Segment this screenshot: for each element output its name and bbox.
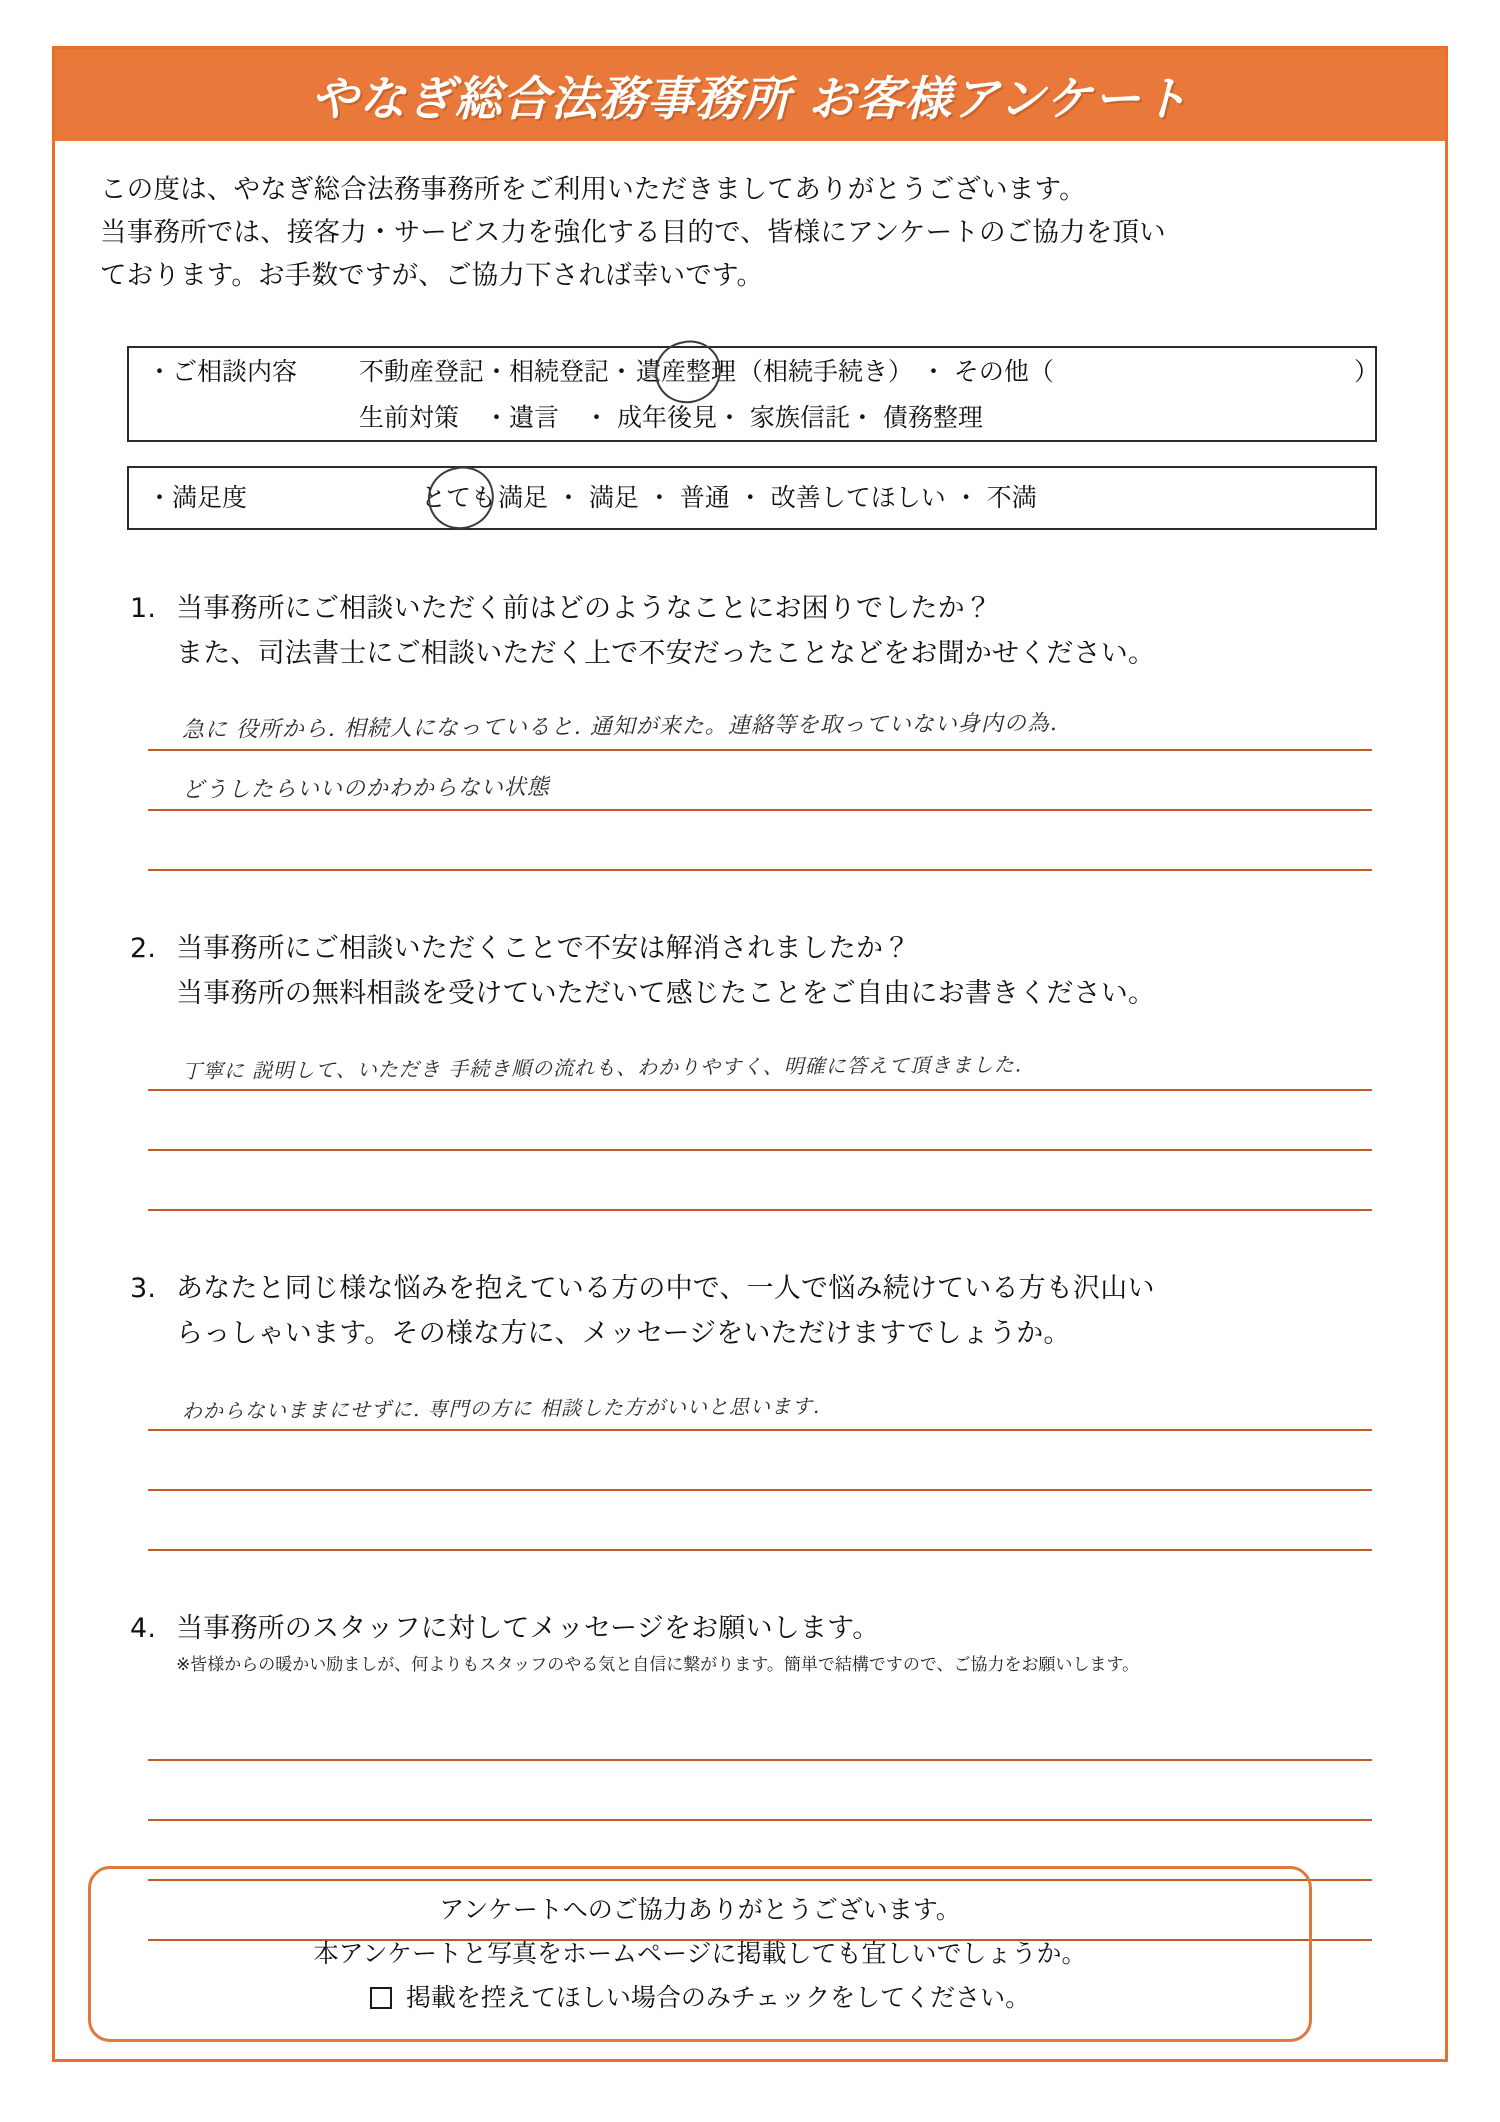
question-2-text xyxy=(176,926,1410,1016)
footer-consent-box xyxy=(88,1866,1312,2042)
answer-line[interactable] xyxy=(148,811,1372,871)
answer-line[interactable] xyxy=(148,1151,1372,1211)
satisfaction-row xyxy=(129,468,1375,528)
answer-line[interactable] xyxy=(148,1491,1372,1551)
satisfaction-selected-totemo-manzoku[interactable]: とても xyxy=(419,475,498,521)
question-3-number: 3. xyxy=(130,1273,157,1304)
handwritten-answer: わからないままにせずに. 専門の方に 相談した方がいいと思います. xyxy=(181,1393,821,1423)
question-3-answer-lines xyxy=(148,1371,1372,1551)
topic-options-pre[interactable]: 不動産登記・相続登記・ xyxy=(359,357,635,386)
topic-label: ・ご相談内容 xyxy=(147,357,298,386)
question-3-text xyxy=(176,1266,1410,1356)
question-1-answer-lines xyxy=(148,691,1372,871)
question-1 xyxy=(130,586,1410,676)
topic-selected-isan-seiri[interactable]: 遺産整理 xyxy=(634,349,738,395)
footer-optout-label: 掲載を控えてほしい場合のみチェックをしてください。 xyxy=(405,1983,1031,2012)
header-banner xyxy=(55,49,1445,141)
question-3-heading xyxy=(130,1266,1410,1356)
handwritten-answer xyxy=(182,1475,1372,1484)
question-3-text-line-1: あなたと同じ様な悩みを抱えている方の中で、一人で悩み続けている方も沢山い xyxy=(176,1273,1155,1304)
satisfaction-options-rest[interactable]: 満足 ・ 満足 ・ 普通 ・ 改善してほしい ・ 不満 xyxy=(498,483,1037,512)
question-1-text-line-1: 当事務所にご相談いただく前はどのようなことにお困りでしたか？ xyxy=(176,593,992,624)
topic-row-2 xyxy=(129,396,1375,440)
page-content xyxy=(52,46,1448,2062)
intro-line-1: この度は、やなぎ総合法務事務所をご利用いただきましてありがとうございます。 xyxy=(100,174,1086,205)
question-4-number: 4. xyxy=(130,1613,157,1644)
handwritten-answer xyxy=(182,1745,1372,1754)
question-3-text-line-2: らっしゃいます。その様な方に、メッセージをいただけますでしょうか。 xyxy=(176,1318,1071,1349)
question-1-number: 1. xyxy=(130,593,157,624)
answer-line[interactable] xyxy=(148,691,1372,751)
handwritten-answer xyxy=(182,1135,1372,1144)
question-4-text-line-1: 当事務所のスタッフに対してメッセージをお願いします。 xyxy=(176,1613,880,1644)
handwritten-answer xyxy=(182,1805,1372,1814)
handwritten-answer: 急に 役所から. 相続人になっていると. 通知が来た。連絡等を取っていない身内の為. xyxy=(181,711,1058,743)
answer-line[interactable] xyxy=(148,1371,1372,1431)
handwritten-answer: 丁寧に 説明して、いただき 手続き順の流れも、わかりやすく、明確に答えて頂きました. xyxy=(181,1052,1023,1083)
consultation-topic-box xyxy=(127,346,1377,442)
question-1-heading xyxy=(130,586,1410,676)
question-2-number: 2. xyxy=(130,933,157,964)
satisfaction-label: ・満足度 xyxy=(147,483,248,512)
question-4 xyxy=(130,1606,1410,1679)
page-title: やなぎ総合法務事務所 お客様アンケート xyxy=(310,71,1190,127)
topic-options-row-1 xyxy=(359,349,1379,395)
question-1-text xyxy=(176,586,1410,676)
intro-line-3: ております。お手数ですが、ご協力下されば幸いです。 xyxy=(100,260,764,291)
question-2-text-line-1: 当事務所にご相談いただくことで不安は解消されましたか？ xyxy=(176,933,911,964)
footer-optout-row xyxy=(370,1976,1030,2020)
topic-options-end: ） xyxy=(1353,357,1379,386)
answer-line[interactable] xyxy=(148,1431,1372,1491)
question-1-text-line-2: また、司法書士にご相談いただく上で不安だったことなどをお聞かせください。 xyxy=(176,638,1156,669)
question-2-heading xyxy=(130,926,1410,1016)
handwritten-answer xyxy=(182,1535,1372,1544)
topic-options-post[interactable]: （相続手続き） ・ その他（ xyxy=(738,357,1054,386)
footer-thanks-line: アンケートへのご協力ありがとうございます。 xyxy=(439,1895,961,1924)
question-2-text-line-2: 当事務所の無料相談を受けていただいて感じたことをご自由にお書きください。 xyxy=(176,978,1156,1009)
handwritten-answer xyxy=(182,855,1372,864)
handwritten-answer: どうしたらいいのかわからない状態 xyxy=(181,775,550,803)
question-2-answer-lines xyxy=(148,1031,1372,1211)
question-4-note: ※皆様からの暖かい励ましが、何よりもスタッフのやる気と自信に繋がります。簡単で結構ですので、ご協力をお願いします。 xyxy=(176,1655,1140,1675)
answer-line[interactable] xyxy=(148,751,1372,811)
footer-permission-line: 本アンケートと写真をホームページに掲載しても宜しいでしょうか。 xyxy=(313,1939,1087,1968)
topic-options-row-2[interactable]: 生前対策 ・遺言 ・ 成年後見・ 家族信託・ 債務整理 xyxy=(359,403,983,432)
question-2 xyxy=(130,926,1410,1016)
answer-line[interactable] xyxy=(148,1701,1372,1761)
question-4-heading xyxy=(130,1606,1410,1651)
question-4-text xyxy=(176,1606,1410,1651)
topic-row-1 xyxy=(129,348,1379,396)
intro-paragraph xyxy=(100,168,1400,297)
handwritten-answer xyxy=(182,1195,1372,1204)
checkbox-icon[interactable] xyxy=(370,1987,392,2009)
intro-line-2: 当事務所では、接客力・サービス力を強化する目的で、皆様にアンケートのご協力を頂い xyxy=(100,217,1166,248)
answer-line[interactable] xyxy=(148,1031,1372,1091)
answer-line[interactable] xyxy=(148,1761,1372,1821)
satisfaction-box xyxy=(127,466,1377,530)
question-3 xyxy=(130,1266,1410,1356)
answer-line[interactable] xyxy=(148,1091,1372,1151)
satisfaction-options xyxy=(359,475,1037,521)
